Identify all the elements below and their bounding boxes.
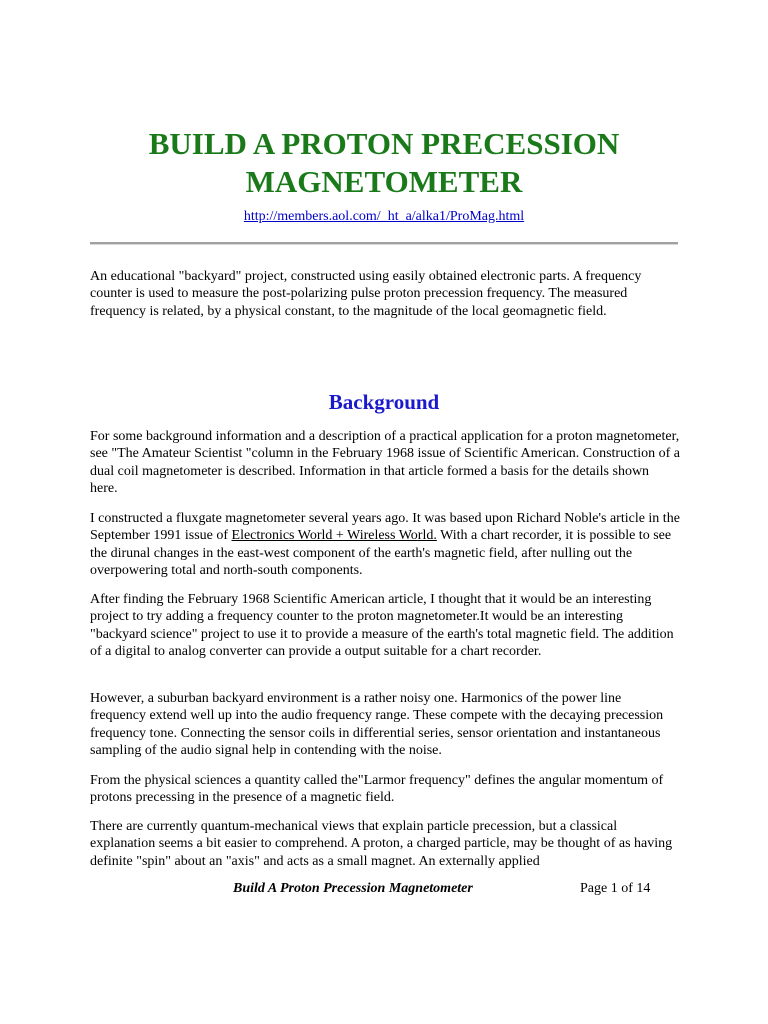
paragraph-5: From the physical sciences a quantity called the"Larmor frequency" defines the angular momentum of protons precessing in the presence of a magnetic field. [90, 773, 664, 806]
intro-paragraph: An educational "backyard" project, constructed using easily obtained electronic parts. A frequency counter is used to measure the post-polarizing pulse proton precession frequency. The measured frequency is related, by a physical constant, to the magnitude of the local geomagnetic field. [90, 269, 642, 319]
paragraph-4: However, a suburban backyard environment is a rather noisy one. Harmonics of the power line frequency extend well up into the audio frequency range. These compete with the decaying precession frequency tone. Connecting the sensor coils in differential series, sensor orientation and instantaneous sampling of the audio signal help in contending with the noise. [90, 691, 664, 758]
paragraph-1: For some background information and a description of a practical application for a proton magnetometer, see "The Amateur Scientist "column in the February 1968 issue of Scientific American. Construction of a dual coil magnetometer is described. Information in that article formed a basis for the details shown here. [90, 429, 680, 496]
source-url-link[interactable]: http://members.aol.com/_ht_a/alka1/ProMag.html [243, 209, 525, 224]
title-line-2: MAGNETOMETER [245, 164, 523, 199]
section-heading: Background [328, 390, 440, 414]
publication-link[interactable]: Electronics World + Wireless World. [231, 528, 437, 544]
paragraph-6: There are currently quantum-mechanical views that explain particle precession, but a classical explanation seems a bit easier to comprehend. A proton, a charged particle, may be thought of as having definite "spin" about an "axis" and acts as a small magnet. An externally applied [90, 819, 673, 869]
paragraph-3: After finding the February 1968 Scientific American article, I thought that it would be an interesting project to try adding a frequency counter to the proton magnetometer.It would be an interesting "backyard science" project to use it to provide a measure of the earth's total magnetic field. The addition of a digital to analog converter can provide a output suitable for a chart recorder. [90, 592, 674, 659]
paragraph-2-text-after: With a chart recorder, it is possible to see the dirunal changes in the east-west component of the earth's magnetic field, after nulling out the overpowering total and north-south components. [90, 528, 672, 578]
horizontal-divider [90, 242, 678, 245]
paragraph-2-text-before: I constructed a fluxgate magnetometer several years ago. It was based upon Richard Noble's article in the September 1991 issue of [90, 511, 680, 544]
document-title [0, 125, 768, 201]
page-number: Page 1 of 14 [580, 881, 651, 896]
title-line-1: BUILD A PROTON PRECESSION [148, 126, 620, 161]
paragraph-2 [90, 510, 680, 579]
source-url-container [0, 208, 768, 226]
footer-title: Build A Proton Precession Magnetometer [233, 881, 473, 896]
